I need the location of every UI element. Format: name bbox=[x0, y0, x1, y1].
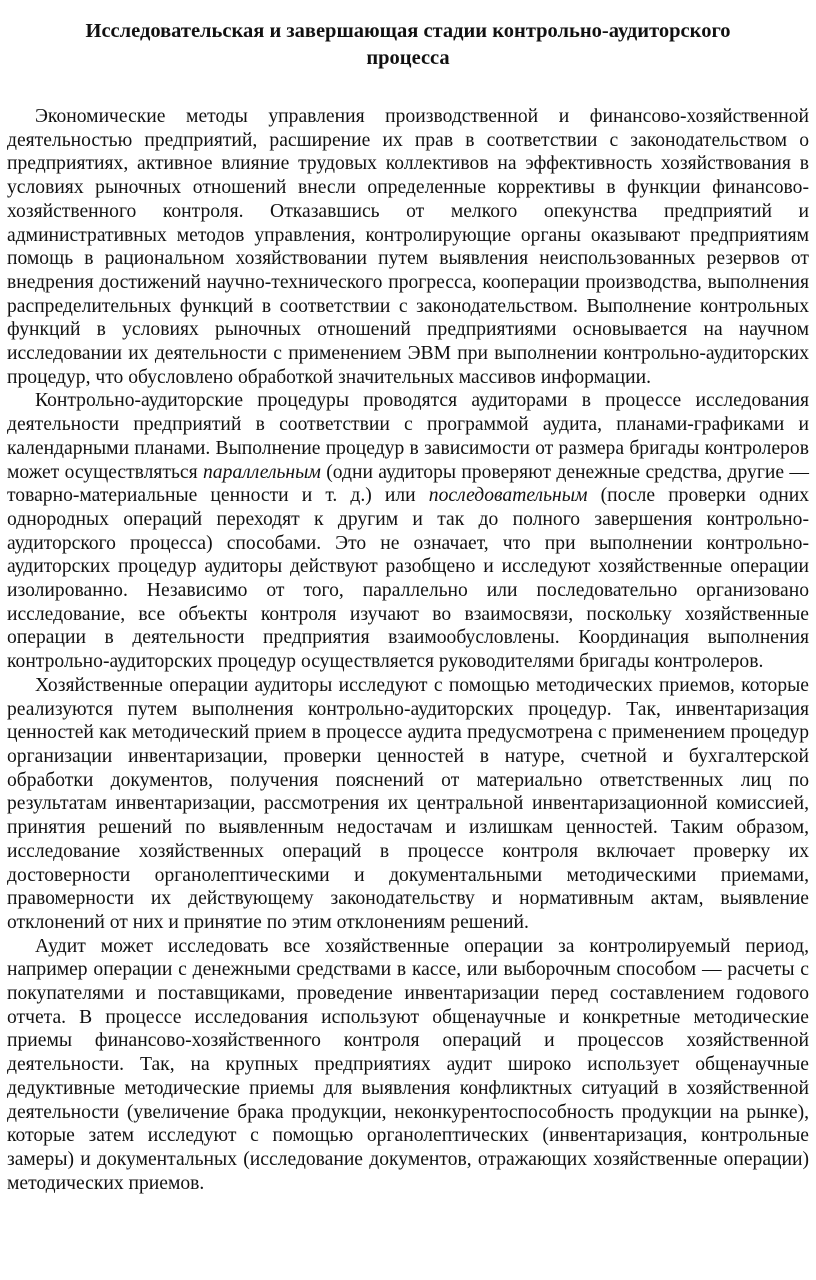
italic-term-sequential: последовательным bbox=[428, 485, 588, 507]
paragraph-text: Хозяйственные операции аудиторы исследуют с помощью методических приемов, которые реализуются путем выполнения контрольно-аудиторских процедур. Так, инвентаризация ценностей как методический прием в процессе аудита предусмотрена с применением процедур организации инвентаризации, проверки ценностей в натуре, счетной и бухгалтерской обработки документов, получения пояснений от материально ответственных лиц по результатам инвентаризации, рассмотрения их центральной инвентаризационной комиссией, принятия решений по выявленным недостачам и излишкам ценностей. Таким образом, исследование хозяйственных операций в процессе контроля включает проверку их достоверности органолептическими и документальными методическими приемами, правомерности их действующему законодательству и нормативным актам, выявление отклонений от них и принятие по этим отклонениям решений. bbox=[7, 674, 809, 933]
paragraph-methodical-techniques bbox=[7, 674, 809, 935]
document-title: Исследовательская и завершающая стадии контрольно-аудиторского процесса bbox=[85, 20, 731, 69]
paragraph-audit-procedures bbox=[7, 389, 809, 673]
paragraph-text: Аудит может исследовать все хозяйственные операции за контролируемый период, например операции с денежными средствами в кассе, или выборочным способом — расчеты с покупателями и поставщиками, проведение инвентаризации перед составлением годового отчета. В процессе исследования используют общенаучные и конкретные методические приемы финансово-хозяйственного контроля операций и процессов хозяйственной деятельности. Так, на крупных предприятиях аудит широко использует общенаучные дедуктивные методические приемы для выявления конфликтных ситуаций в хозяйственной деятельности (увеличение брака продукции, неконкурентоспособность продукции на рынке), которые затем исследуют с помощью органолептических (инвентаризация, контрольные замеры) и документальных (исследование документов, отражающих хозяйственные операции) методических приемов. bbox=[7, 935, 809, 1194]
paragraph-audit-scope bbox=[7, 935, 809, 1196]
paragraph-economic-methods bbox=[7, 105, 809, 389]
paragraph-text: (одни аудиторы проверяют денежные средства, другие — товарно-материальные ценности и т. д.) или bbox=[7, 461, 809, 507]
paragraph-text: (после проверки одних однородных операций переходят к другим и так до полного завершения контрольно-аудиторского процесса) способами. Это не означает, что при выполнении контрольно-аудиторских процедур аудиторы действуют разобщено и исследуют хозяйственные операции изолированно. Независимо от того, параллельно или последовательно организовано исследование, все объекты контроля изучают во взаимосвязи, поскольку хозяйственные операции в деятельности предприятия взаимообусловлены. Координация выполнения контрольно-аудиторских процедур осуществляется руководителями бригады контролеров. bbox=[7, 485, 809, 673]
italic-term-parallel: параллельным bbox=[202, 461, 321, 483]
paragraph-text: Экономические методы управления производственной и финансово-хозяйственной деятельностью предприятий, расширение их прав в соответствии с законодательством о предприятиях, активное влияние трудовых коллективов на эффективность хозяйствования в условиях рыночных отношений внесли определенные коррективы в функции финансово-хозяйственного контроля. Отказавшись от мелкого опекунства предприятий и административных методов управления, контролирующие органы оказывают предприятиям помощь в рациональном хозяйствовании путем выявления неиспользованных резервов от внедрения достижений научно-технического прогресса, кооперации производства, выполнения распределительных функций в соответствии с законодательством. Выполнение контрольных функций в условиях рыночных отношений предприятиями основывается на научном исследовании их деятельности с применением ЭВМ при выполнении контрольно-аудиторских процедур, что обусловлено обработкой значительных массивов информации. bbox=[7, 106, 809, 388]
paragraph-text: Контрольно-аудиторские процедуры проводятся аудиторами в процессе исследования деятельности предприятий в соответствии с программой аудита, планами-графиками и календарными планами. Выполнение процедур в зависимости от размера бригады контролеров может осуществляться bbox=[7, 390, 809, 483]
